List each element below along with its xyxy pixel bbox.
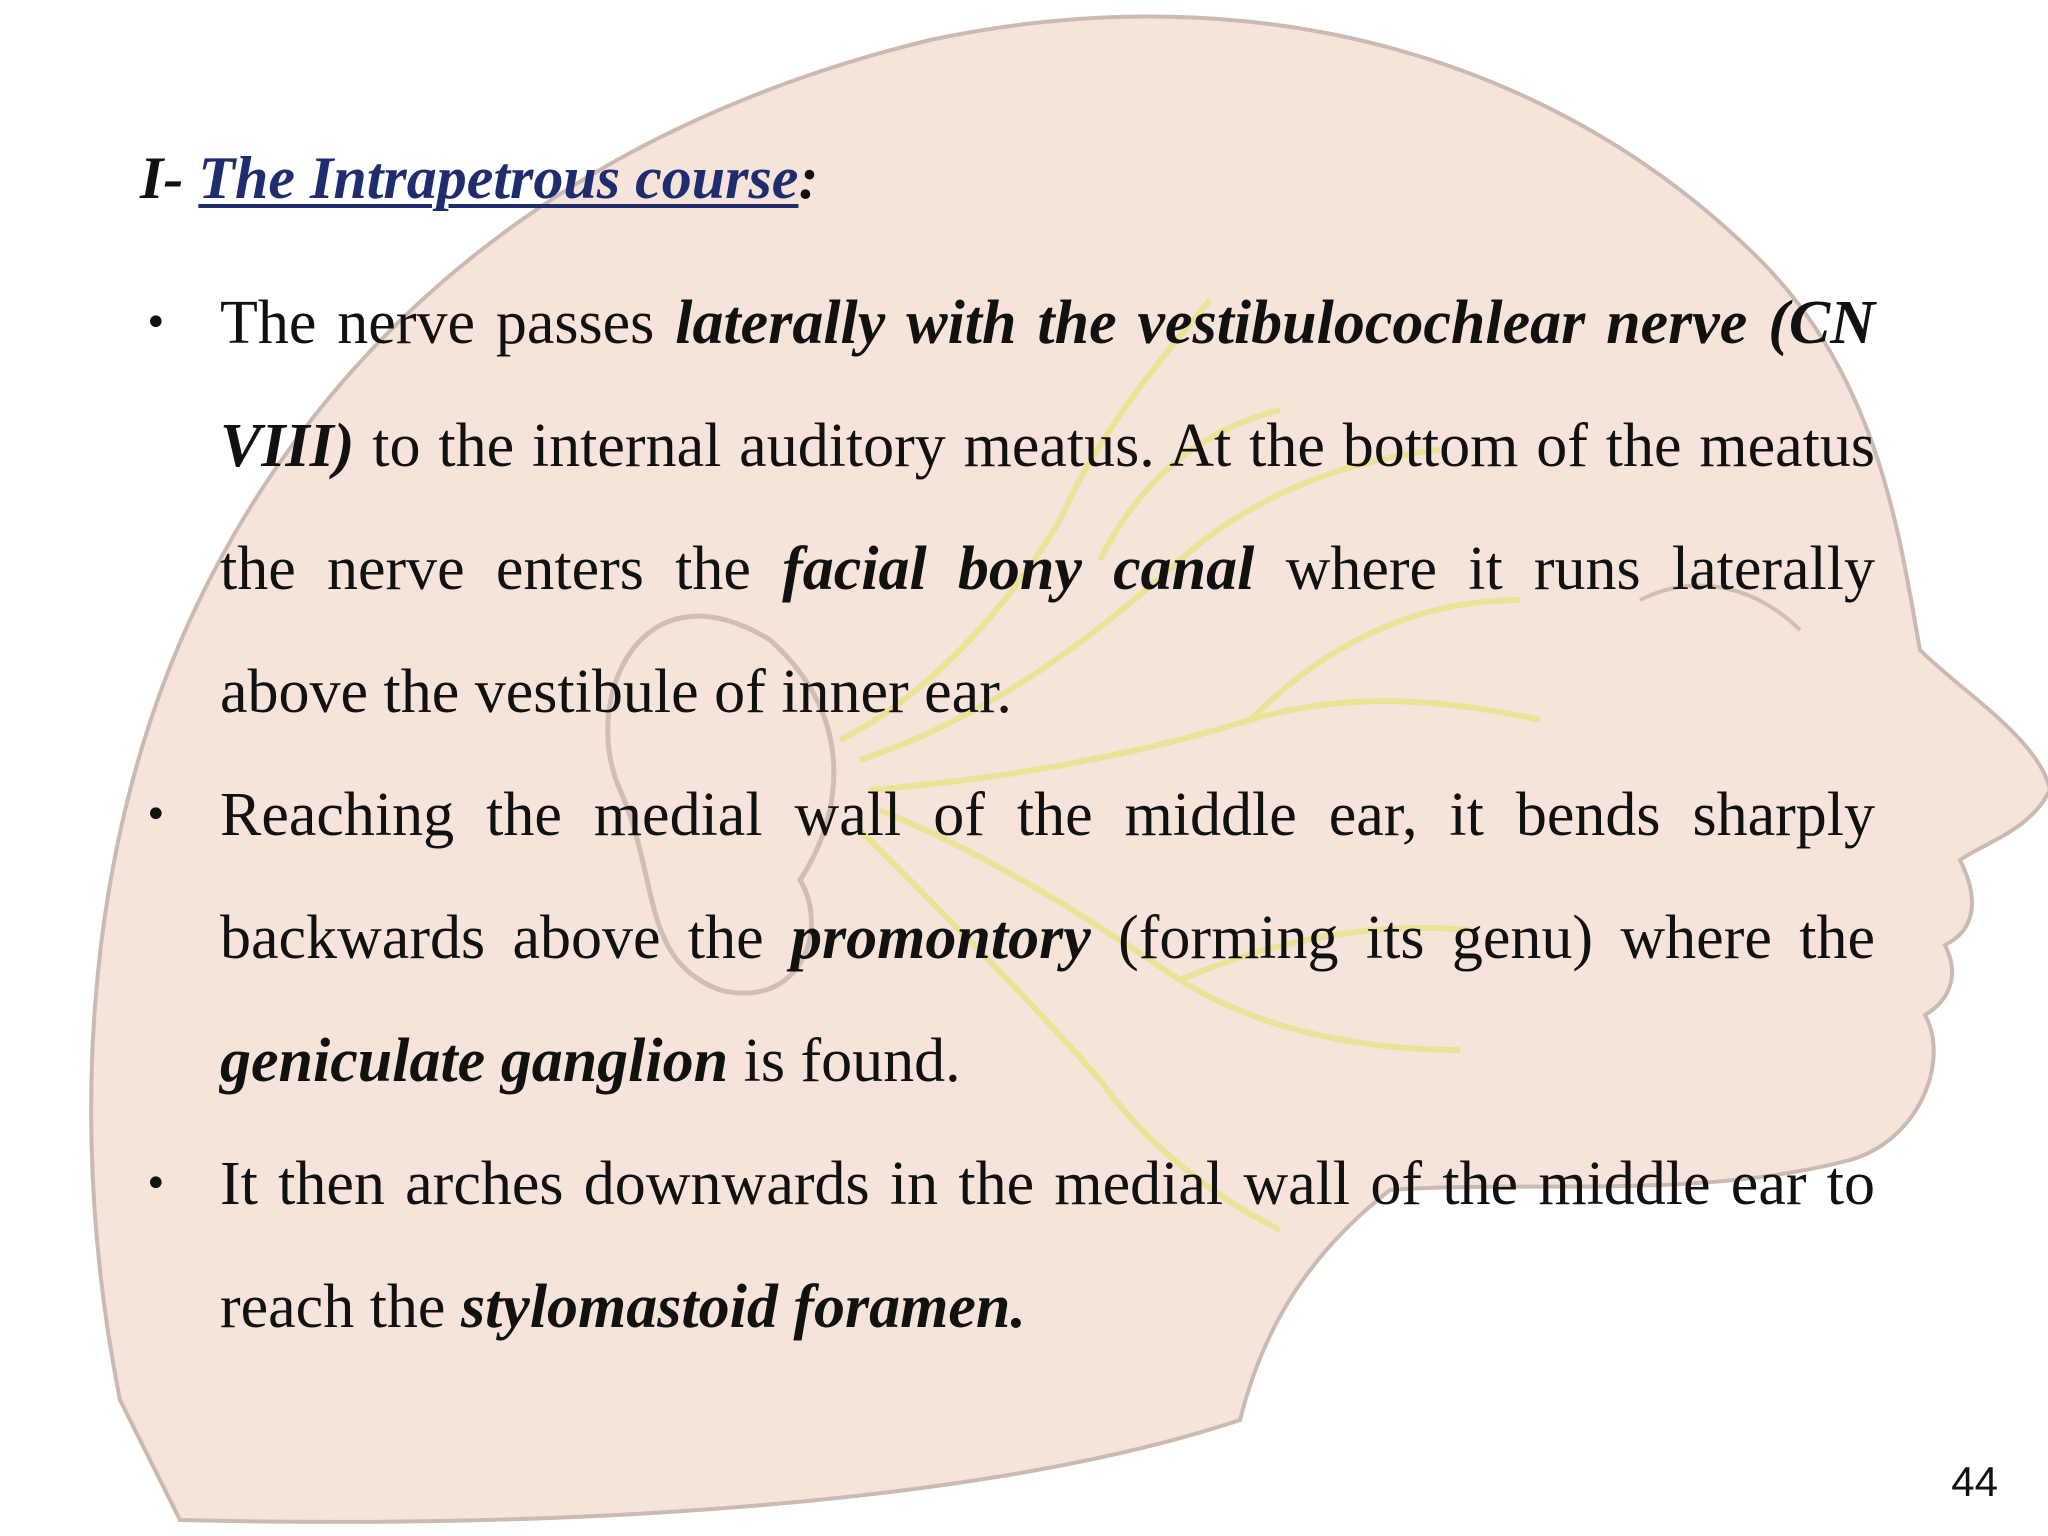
- bullet-list: [140, 262, 1875, 1369]
- bullet-text: It then arches downwards in the medial wall of the middle ear to reach the: [220, 1150, 1875, 1341]
- page-number: 44: [1951, 1458, 1998, 1505]
- bullet-item: [140, 1123, 1875, 1369]
- bullet-text: is found.: [728, 1027, 961, 1095]
- bullet-emphasis: stylomastoid foramen.: [460, 1273, 1026, 1341]
- bullet-emphasis: promontory: [791, 904, 1091, 972]
- bullet-text: where it runs laterally above the vestibule of inner ear.: [220, 535, 1876, 726]
- bullet-icon: •: [144, 792, 168, 838]
- bullet-emphasis: facial bony canal: [782, 535, 1255, 603]
- bullet-item: [140, 754, 1875, 1123]
- bullet-text: (forming its genu) where the: [1090, 904, 1875, 972]
- heading-title: The Intrapetrous course: [198, 145, 799, 211]
- bullet-item: [140, 262, 1875, 754]
- heading-suffix: :: [798, 145, 819, 211]
- bullet-text: Reaching the medial wall of the middle ear, it bends sharply backwards above the: [220, 781, 1875, 972]
- heading-prefix: I-: [140, 145, 199, 211]
- bullet-emphasis: laterally with the vestibulocochlear nerve (CN VIII): [220, 289, 1876, 480]
- section-heading: [140, 145, 819, 211]
- bullet-icon: •: [144, 1161, 168, 1207]
- bullet-emphasis: geniculate ganglion: [220, 1027, 729, 1095]
- bullet-text: The nerve passes: [220, 289, 676, 357]
- bullet-text: to the internal auditory meatus. At the bottom of the meatus the nerve enters the: [220, 412, 1875, 603]
- bullet-icon: •: [144, 300, 168, 346]
